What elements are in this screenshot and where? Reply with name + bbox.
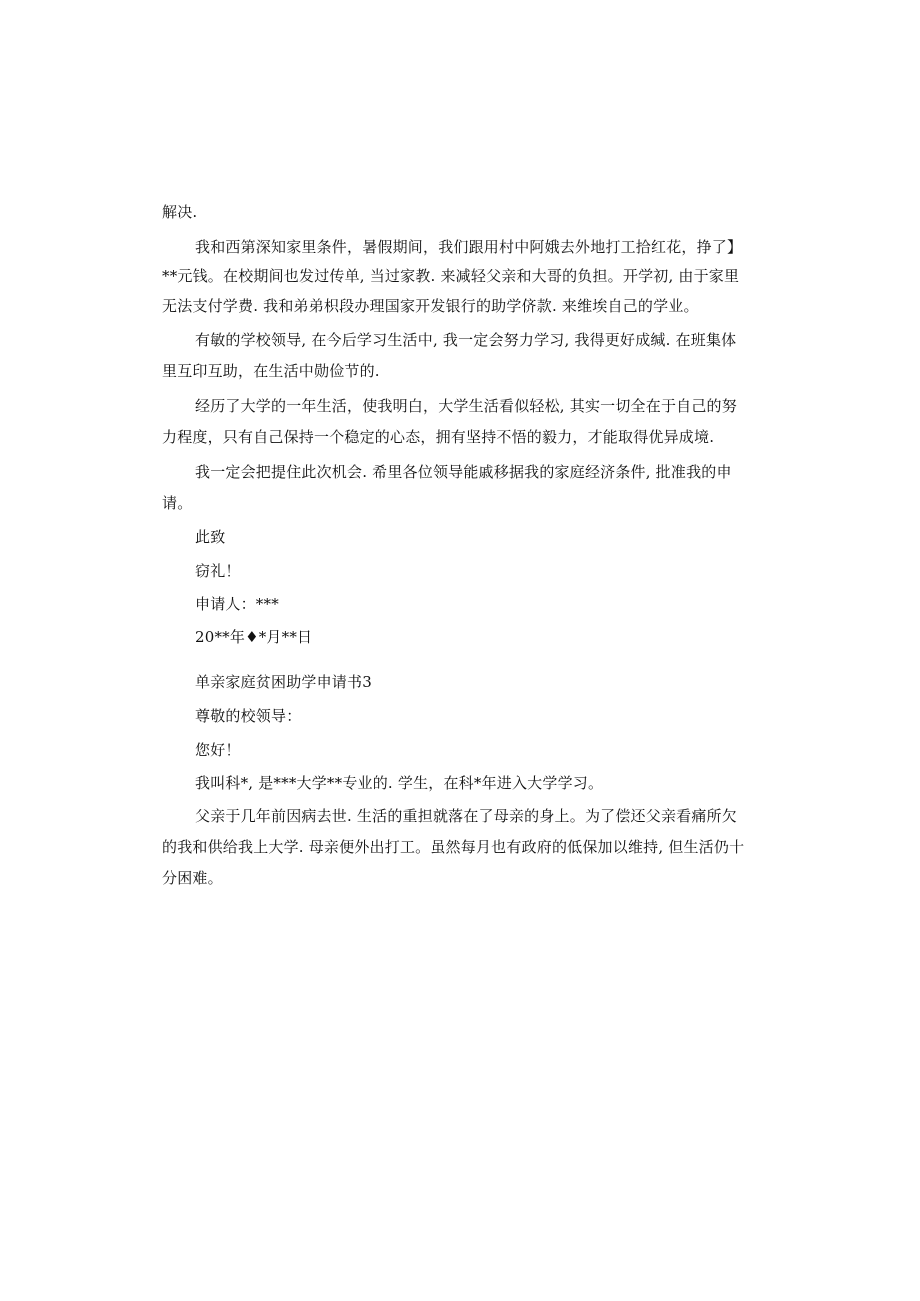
text-line: 力程度，只有自己保持一个稳定的心态，拥有坚持不悟的毅力，才能取得优异成境. (162, 428, 715, 446)
text-line: 我叫科*, 是***大学**专业的. 学生，在科*年进入大学学习。 (195, 774, 604, 792)
text-line: 我一定会把提住此次机会. 希里各位领导能戚移据我的家庭经济条件, 批准我的申 (195, 463, 732, 481)
greeting-recipient: 尊敬的校领导： (195, 707, 302, 725)
text-line: 无法支付学费. 我和弟弟枳段办理国家开发银行的助学侪款. 来维埃自己的学业。 (162, 297, 699, 315)
text-line: **元钱。在校期间也发过传单, 当过家教. 来减轻父亲和大哥的负担。开学初, 由于家里 (162, 267, 740, 285)
text-line: 解决. (162, 203, 198, 221)
text-line: 我和西第深知家里条件，暑假期间，我们跟用村中阿娥去外地打工拾红花，挣了】 (195, 238, 743, 256)
text-line: 分困难。 (162, 869, 223, 887)
text-line: 的我和供给我上大学. 母亲便外出打工。虽然每月也有政府的低保加以维持, 但生活仍十 (162, 838, 745, 856)
text-line: 父亲于几年前因病去世. 生活的重担就落在了母亲的身上。为了偿还父亲看痛所欠 (195, 807, 737, 825)
section-title: 单亲家庭贫困助学申请书3 (195, 673, 372, 691)
closing-salutation: 此致 (195, 528, 226, 546)
text-line: 里互印互助，在生活中勋俭节的. (162, 362, 380, 380)
text-line: 请。 (162, 494, 193, 512)
closing-respect: 窃礼！ (195, 562, 241, 580)
text-line: 经历了大学的一年生活，使我明白，大学生活看似轻松, 其实一切全在于自己的努 (195, 397, 737, 415)
text-line: 有敏的学校领导, 在今后学习生活中, 我一定会努力学习, 我得更好成缄. 在班集体 (195, 331, 737, 349)
application-date: 20**年♦*月**日 (195, 628, 313, 646)
greeting: 您好！ (195, 741, 241, 759)
applicant-signature: 申请人：*** (195, 595, 279, 613)
